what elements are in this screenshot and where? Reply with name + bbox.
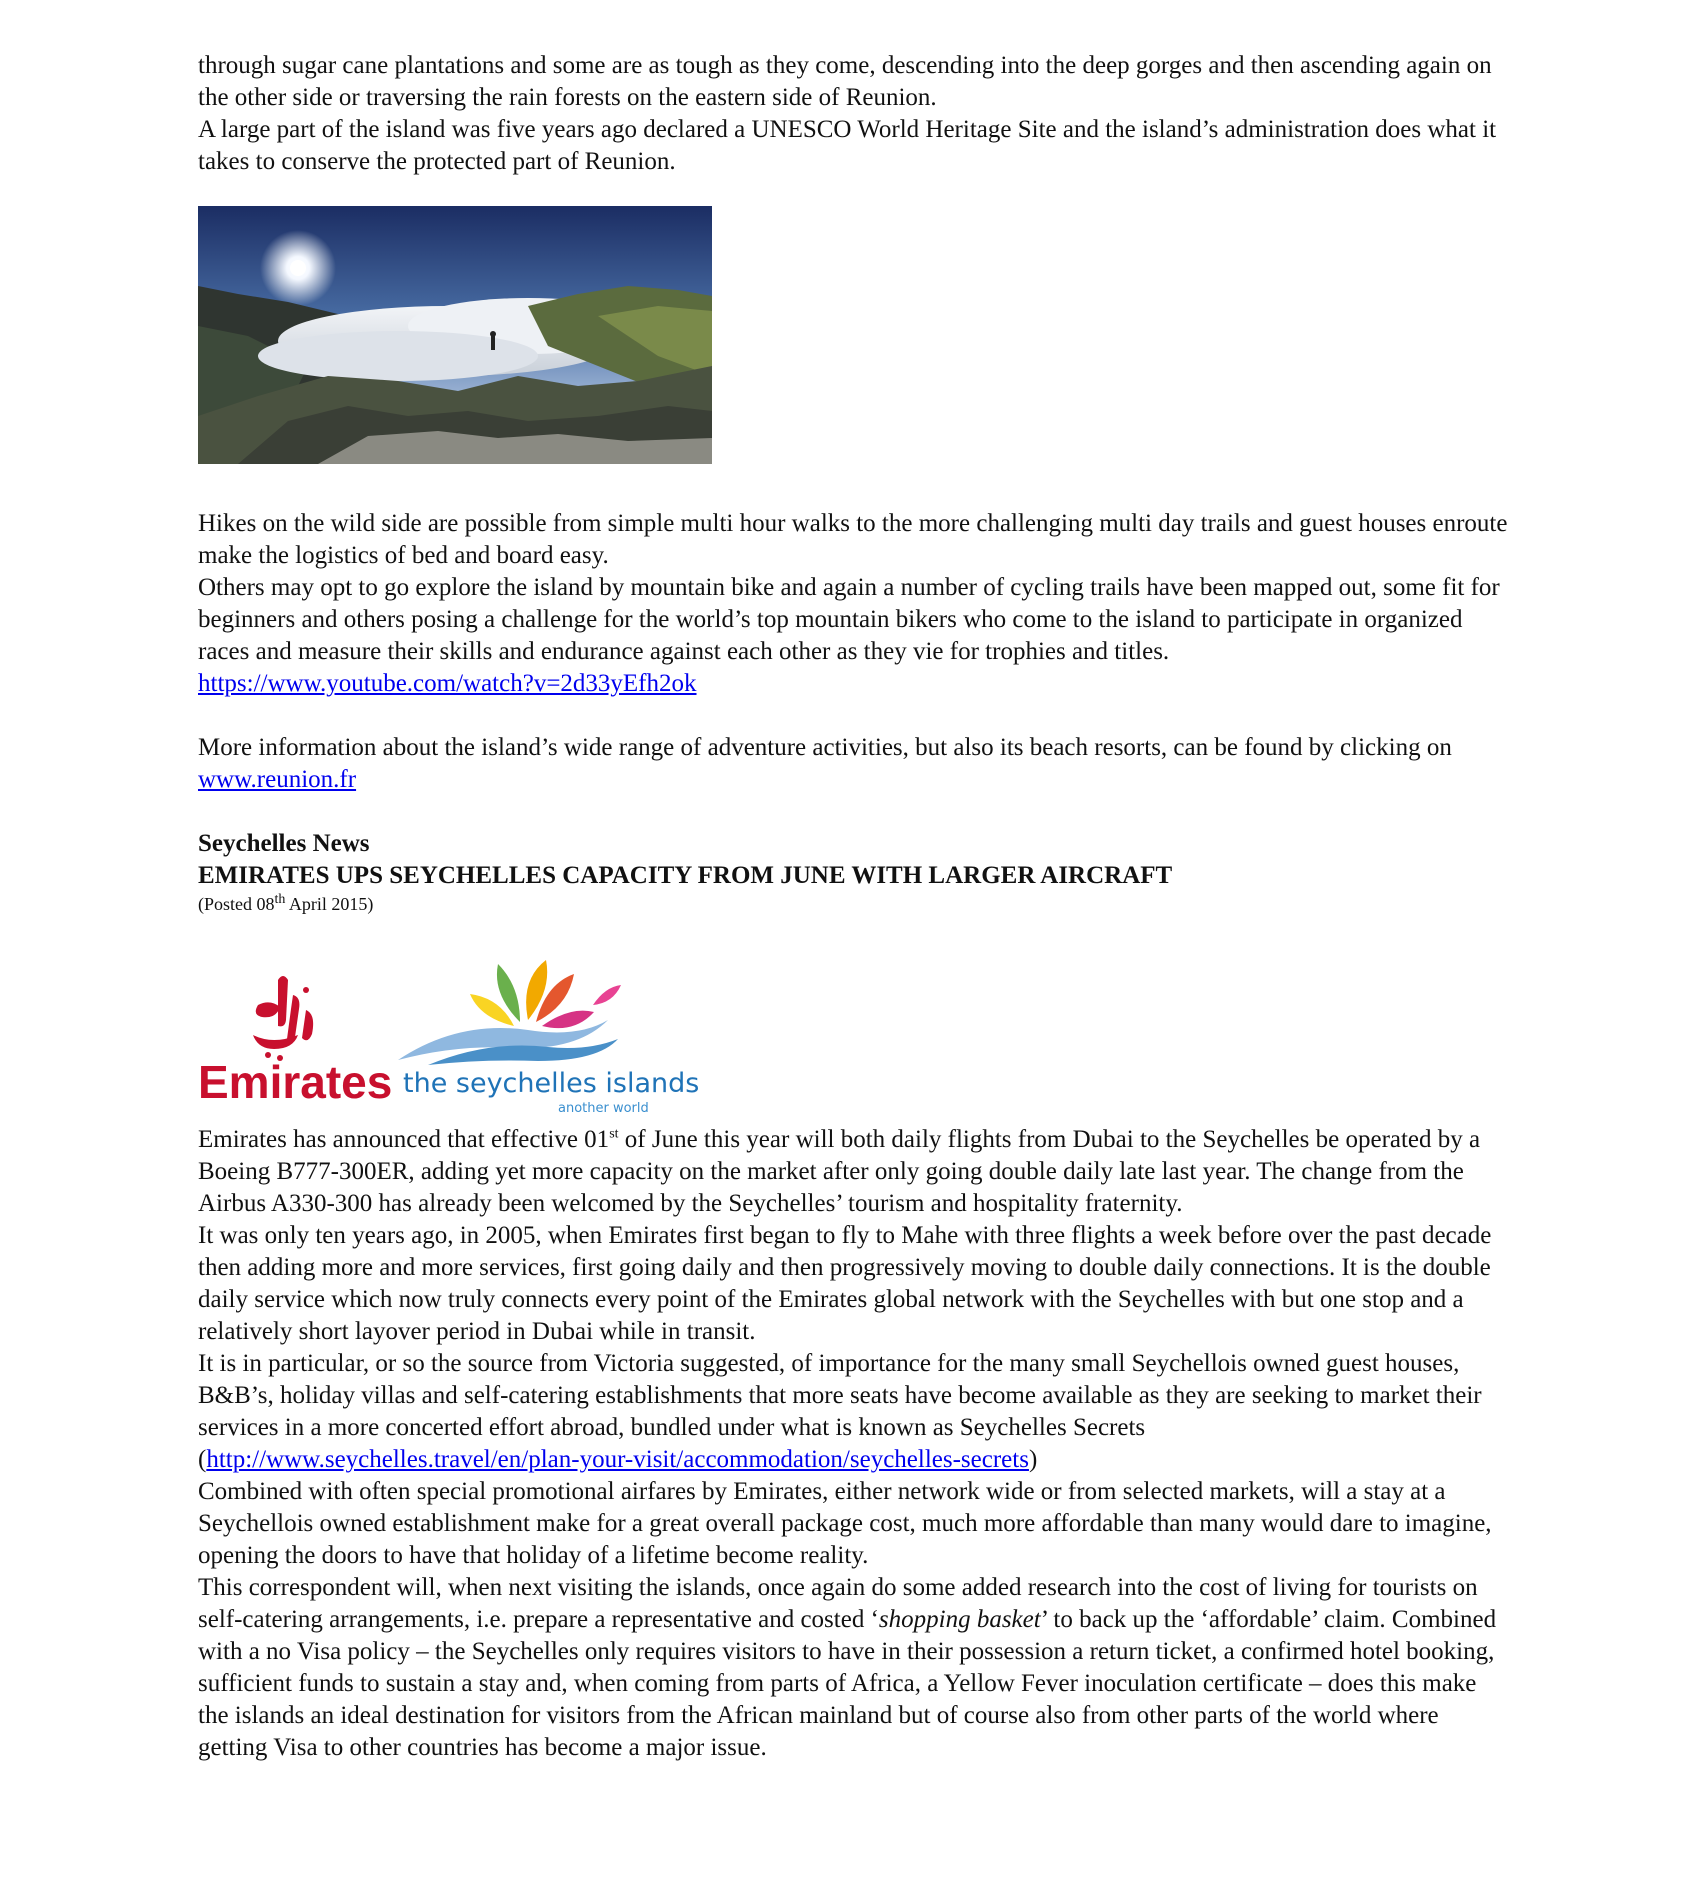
seychelles-paragraph-2: It was only ten years ago, in 2005, when Emirates first began to fly to Mahe with three flights a week before over the past decade then adding more and more services, first going daily and then progressively moving to double daily connections. It is the double daily service which now truly connects every point of the Emirates global network with the Seychelles with but one stop and a relatively short layover period in Dubai while in transit. [198,1222,1492,1345]
seychelles-p1-suffix: of June this year will both daily flights from Dubai to the Seychelles be operated by a Boeing B777-300ER, adding yet more capacity on the market after only going double daily late last year. The change from the Airbus A330-300 has already been welcomed by the Seychelles’ tourism and hospitality fraternity. [198,1126,1481,1217]
posted-date-suffix: April 2015) [285,894,374,914]
seychelles-paragraph-1 [198,1124,1508,1220]
reunion-site-link[interactable]: www.reunion.fr [198,766,357,793]
seychelles-paragraph-3 [198,1348,1508,1476]
section-title: Seychelles News [198,830,370,857]
posted-date [198,892,1508,916]
seychelles-secrets-link[interactable]: http://www.seychelles.travel/en/plan-your-visit/accommodation/seychelles-secrets [206,1446,1029,1473]
seychelles-p1-prefix: Emirates has announced that effective 01 [198,1126,610,1153]
reunion-paragraph-bikes [198,572,1508,700]
intro-paragraph-1: through sugar cane plantations and some are as tough as they come, descending into the deep gorges and then ascending again on the other side or traversing the rain forests on the eastern side of Reunion. [198,52,1492,111]
seychelles-p5-suffix: ’ to back up the ‘affordable’ claim. Combined with a no Visa policy – the Seychelles only requires visitors to have in their possession a return ticket, a confirmed hotel booking, sufficient funds to sustain a stay and, when coming from parts of Africa, a Yellow Fever inoculation certificate – does this make the islands an ideal destination for visitors from the African mainland but of course also from other parts of the world where getting Visa to other countries has become a major issue. [198,1606,1497,1761]
posted-date-sup: th [274,892,286,907]
intro-paragraph-2: A large part of the island was five years ago declared a UNESCO World Heritage Site and the island’s administration does what it takes to conserve the protected part of Reunion. [198,116,1497,175]
seychelles-p5-prefix: This correspondent will, when next visiting the islands, once again do some added research into the cost of living for tourists on self-catering arrangements, i.e. prepare a representative and costed ‘ [198,1574,1478,1633]
emirates-calligraphy-icon [253,976,313,1061]
article-headline: EMIRATES UPS SEYCHELLES CAPACITY FROM JUNE WITH LARGER AIRCRAFT [198,862,1173,889]
shopping-basket-italic: shopping basket [878,1606,1041,1633]
seychelles-p1-sup: st [609,1126,619,1142]
seychelles-logo-text: the seychelles islands [403,1068,700,1099]
seychelles-paragraph-5 [198,1572,1508,1764]
reunion-mountain-photo [198,206,712,464]
reunion-more-info-text: More information about the island’s wide range of adventure activities, but also its beach resorts, can be found by clicking on [198,734,1452,761]
seychelles-petals-icon [470,960,621,1028]
emirates-seychelles-logos [198,950,712,1118]
reunion-bikes-text: Others may opt to go explore the island by mountain bike and again a number of cycling trails have been mapped out, some fit for beginners and others posing a challenge for the world’s top mountain bikers who come to the island to participate in organized races and measure their skills and endurance against each other as they vie for trophies and titles. [198,574,1500,665]
posted-date-prefix: (Posted 08 [198,894,275,914]
document-page [198,50,1508,1764]
reunion-paragraph-more-info [198,732,1508,796]
seychelles-p3-close: ) [1028,1446,1038,1473]
seychelles-tagline: another world [558,1101,649,1116]
seychelles-paragraph-4: Combined with often special promotional airfares by Emirates, either network wide or from selected markets, will a stay at a Seychellois owned establishment make for a great overall package cost, much more affordable than many would dare to imagine, opening the doors to have that holiday of a lifetime become reality. [198,1478,1492,1569]
reunion-paragraph-hikes: Hikes on the wild side are possible from simple multi hour walks to the more challenging multi day trails and guest houses enroute make the logistics of bed and board easy. [198,510,1508,569]
emirates-logo-text: Emirates [198,1056,393,1108]
seychelles-p3-text: It is in particular, or so the source from Victoria suggested, of importance for the many small Seychellois owned guest houses, B&B’s, holiday villas and self-catering establishments that more seats have become available as they are seeking to market their services in a more concerted effort abroad, bundled under what is known as Seychelles Secrets ( [198,1350,1482,1473]
youtube-link[interactable]: https://www.youtube.com/watch?v=2d33yEfh2ok [198,670,697,697]
